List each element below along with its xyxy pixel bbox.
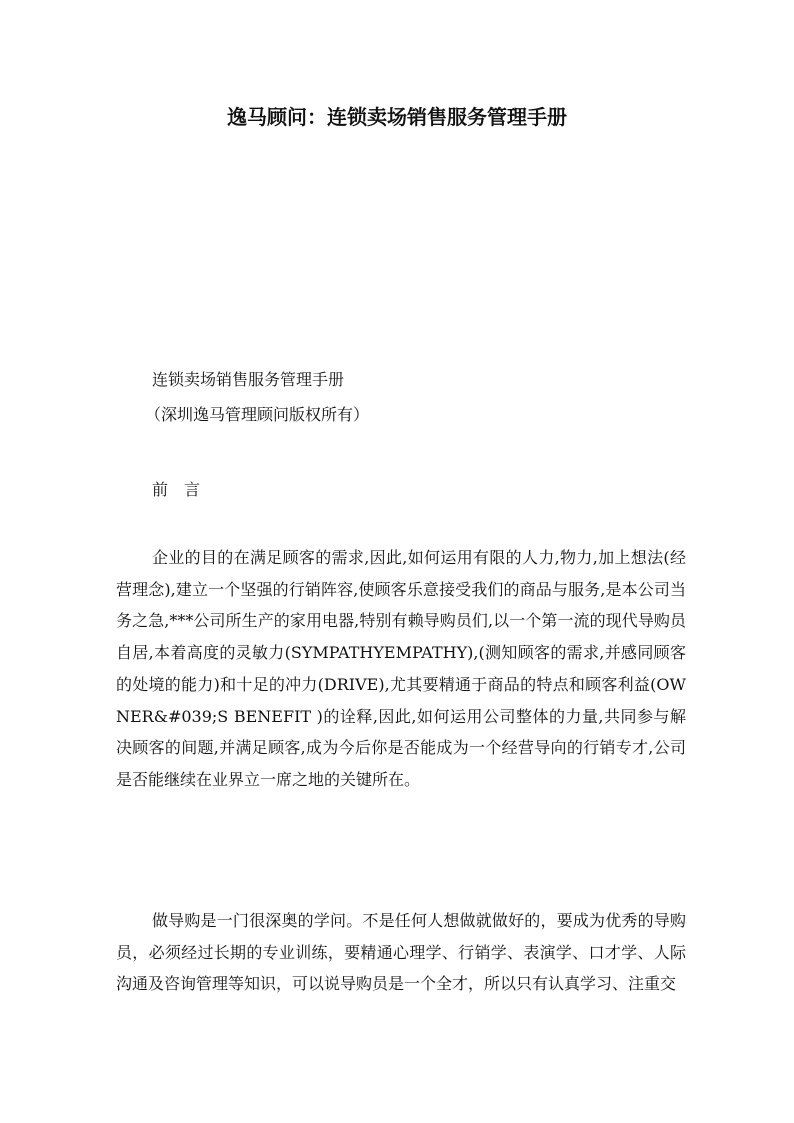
- section-heading-preface: 前 言: [152, 480, 201, 499]
- document-subtitle: 连锁卖场销售服务管理手册: [152, 370, 345, 389]
- copyright-notice: （深圳逸马管理顾问版权所有）: [145, 405, 370, 424]
- paragraph-1: 企业的目的在满足顾客的需求,因此,如何运用有限的人力,物力,加上想法(经营理念),建立一个坚强的行销阵容,使顾客乐意接受我们的商品与服务,是本公司当务之急,***公司所生产的家用电器,特别有赖导购员们,以一个第一流的现代导购员自居,本着高度的灵敏力(SYMPATHYEMPATHY),(测知顾客的需求,并感同顾客的处境的能力)和十足的冲力(DRIVE),尤其要精通于商品的特点和顾客利益(OWNER&#039;S BENEFIT )的诠释,因此,如何运用公司整体的力量,共同参与解决顾客的间题,并满足顾客,成为今后你是否能成为一个经营导向的行销专才,公司是否能继续在业界立一席之地的关键所在。: [116, 548, 686, 789]
- paragraph-2: 做导购是一门很深奥的学问。不是任何人想做就做好的，要成为优秀的导购员，必须经过长期的专业训练，要精通心理学、行销学、表演学、口才学、人际沟通及咨询管理等知识，可以说导购员是一个全才，所以只有认真学习、注重交: [116, 911, 686, 994]
- document-title: 逸马顾问：连锁卖场销售服务管理手册: [227, 105, 567, 129]
